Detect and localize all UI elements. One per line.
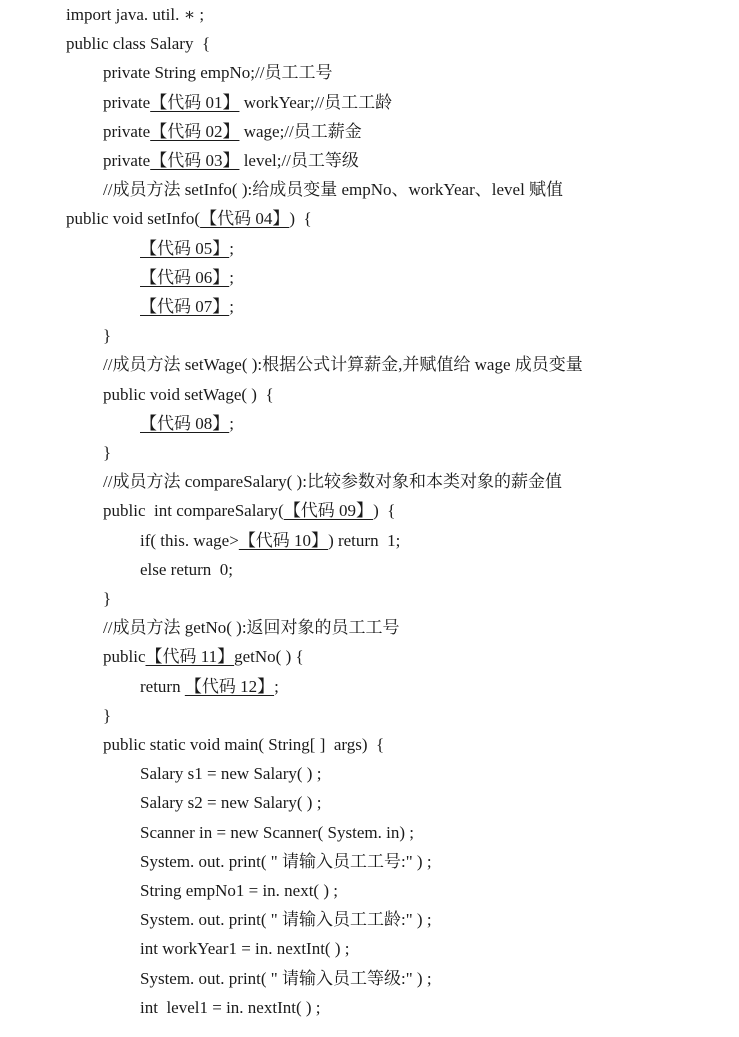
code-blank: 【代码 03】 <box>150 151 240 170</box>
code-line <box>103 618 400 638</box>
code-text: private String empNo;//员工工号 <box>103 63 333 83</box>
code-text: workYear;//员工工龄 <box>239 92 393 112</box>
code-line <box>103 63 332 83</box>
code-text: public static void main( String[ ] args) { <box>103 735 385 754</box>
code-line <box>66 34 210 54</box>
code-text: import java. util. ∗ ; <box>66 5 205 24</box>
code-line <box>140 823 414 843</box>
code-text: Salary s1 = new Salary( ) ; <box>140 764 322 784</box>
code-blank: 【代码 09】 <box>283 501 374 521</box>
code-line <box>103 501 395 521</box>
code-text: System. out. print( " 请输入员工工号:" ) ; <box>140 851 432 871</box>
code-line <box>66 5 204 25</box>
code-text: int level1 = in. nextInt( ) ; <box>140 997 321 1017</box>
code-text: int workYear1 = in. nextInt( ) ; <box>140 939 350 959</box>
code-text: return <box>140 676 185 696</box>
code-blank: 【代码 12】 <box>184 676 275 696</box>
code-line <box>103 151 359 171</box>
code-text: } <box>103 326 112 346</box>
code-text: level;//员工等级 <box>239 151 359 170</box>
code-line <box>103 122 362 142</box>
code-text: private <box>103 121 151 141</box>
code-blank: 【代码 04】 <box>200 209 290 229</box>
code-line <box>140 793 321 813</box>
code-text: ) { <box>289 209 312 229</box>
code-line <box>140 998 321 1018</box>
code-text: ) { <box>373 501 396 521</box>
code-text: } <box>103 705 112 725</box>
code-text: public void setWage( ) { <box>103 384 274 404</box>
code-text: //成员方法 setInfo( ):给成员变量 empNo、workYear、level 赋值 <box>103 180 564 200</box>
code-line <box>103 735 384 755</box>
code-line <box>140 560 233 580</box>
code-text: ; <box>229 238 234 258</box>
code-line <box>140 677 279 697</box>
code-line <box>140 910 432 930</box>
code-blank: 【代码 02】 <box>150 121 240 141</box>
code-line <box>103 180 563 200</box>
code-blank: 【代码 01】 <box>150 92 240 112</box>
code-text: public class Salary { <box>66 34 211 54</box>
code-text: } <box>103 443 112 462</box>
code-text: private <box>103 151 151 170</box>
code-line <box>103 93 392 113</box>
code-line <box>140 764 321 784</box>
code-text: wage;//员工薪金 <box>239 121 362 141</box>
code-text: System. out. print( " 请输入员工等级:" ) ; <box>140 968 432 988</box>
code-text: else return 0; <box>140 559 233 579</box>
code-blank: 【代码 11】 <box>145 647 235 667</box>
code-blank: 【代码 06】 <box>140 267 230 287</box>
code-line <box>140 852 432 872</box>
code-text: public <box>103 647 146 667</box>
code-blank: 【代码 05】 <box>140 238 230 258</box>
code-line <box>103 326 111 346</box>
code-line <box>66 209 312 229</box>
code-line <box>103 706 111 726</box>
code-text: Salary s2 = new Salary( ) ; <box>140 793 322 813</box>
code-blank: 【代码 07】 <box>140 297 230 316</box>
code-line <box>103 443 111 463</box>
code-line <box>103 385 274 405</box>
code-text: public void setInfo( <box>66 209 201 229</box>
code-text: if( this. wage> <box>140 530 239 550</box>
code-text: private <box>103 92 151 112</box>
code-blank: 【代码 08】 <box>140 413 230 433</box>
code-line <box>140 239 234 259</box>
code-text: ) return 1; <box>328 530 401 550</box>
code-blank: 【代码 10】 <box>238 530 329 550</box>
code-text: Scanner in = new Scanner( System. in) ; <box>140 822 414 842</box>
code-line <box>140 297 234 317</box>
code-text: } <box>103 589 112 608</box>
code-line <box>103 355 583 375</box>
code-line <box>140 881 338 901</box>
code-text: ; <box>229 413 234 433</box>
code-line <box>140 414 234 434</box>
code-text: ; <box>274 676 279 696</box>
code-text: ; <box>229 297 234 316</box>
code-line <box>140 939 349 959</box>
code-line <box>103 589 111 609</box>
code-line <box>140 969 432 989</box>
code-line <box>140 531 400 551</box>
code-text: getNo( ) { <box>234 647 304 667</box>
code-text: ; <box>229 267 234 287</box>
code-text: //成员方法 getNo( ):返回对象的员工工号 <box>103 618 400 638</box>
code-text: //成员方法 compareSalary( ):比较参数对象和本类对象的薪金值 <box>103 472 562 492</box>
code-text: System. out. print( " 请输入员工工龄:" ) ; <box>140 910 432 930</box>
code-line <box>103 647 304 667</box>
code-text: public int compareSalary( <box>103 501 284 521</box>
code-line <box>140 268 234 288</box>
code-line <box>103 472 562 492</box>
code-text: //成员方法 setWage( ):根据公式计算薪金,并赋值给 wage 成员变量 <box>103 355 583 375</box>
code-text: String empNo1 = in. next( ) ; <box>140 881 338 900</box>
